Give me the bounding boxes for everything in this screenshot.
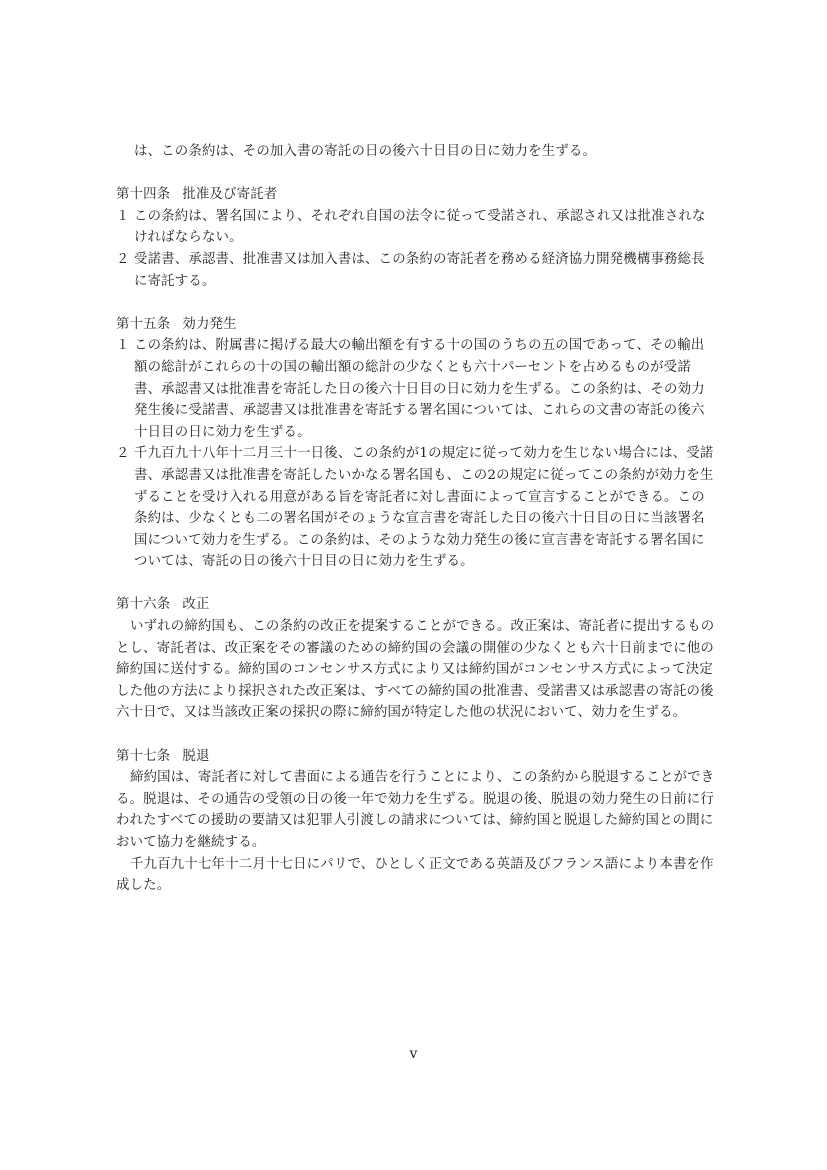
article-title: 脱退 (182, 748, 210, 764)
document-body (116, 141, 716, 897)
article-number: 第十五条 (116, 316, 171, 332)
article-heading (116, 594, 716, 616)
article-16 (116, 594, 716, 724)
article-number: 第十七条 (116, 748, 171, 764)
item-text: この条約は、署名国により、それぞれ自国の法令に従って受諾され、承認され又は批准されなければならない。 (134, 208, 706, 246)
article-item (116, 206, 716, 249)
article-item (116, 335, 716, 443)
spacer (116, 573, 716, 595)
article-heading (116, 184, 716, 206)
article-paragraph: いずれの締約国も、この条約の改正を提案することができる。改正案は、寄託者に提出するものとし、寄託者は、改正案をその審議のための締約国の会議の開催の少なくとも六十日前までに他の締約国に送付する。締約国のコンセンサス方式により又は締約国がコンセンサス方式によって決定した他の方法により採択された改正案は、すべての締約国の批准書、受諾書又は承認書の寄託の後六十日で、又は当該改正案の採択の際に締約国が特定した他の状況において、効力を生ずる。 (116, 619, 715, 721)
item-number: ２ (116, 446, 130, 462)
closing-paragraph: 千九百九十七年十二月十七日にパリで、ひとしく正文である英語及びフランス語により本書を作成した。 (116, 856, 714, 894)
item-text: 千九百九十八年十二月三十一日後、この条約が1の規定に従って効力を生じない場合には、受諾書、承認書又は批准書を寄託したいかなる署名国も、この2の規定に従ってこの条約が効力を生ずることを受け入れる用意がある旨を寄託者に対し書面によって宣言することができる。この条約は、少なくとも二の署名国がそのょうな宣言書を寄託した日の後六十日目の日に当該署名国について効力を生ずる。この条約は、そのような効力発生の後に宣言書を寄託する署名国については、寄託の日の後六十日目の日に効力を生ずる。 (134, 446, 714, 570)
article-item (116, 443, 716, 573)
article-title: 改正 (182, 597, 210, 613)
article-title: 批准及び寄託者 (182, 187, 278, 203)
article-heading (116, 314, 716, 336)
article-number: 第十六条 (116, 597, 171, 613)
article-15 (116, 314, 716, 573)
article-14 (116, 184, 716, 292)
article-item (116, 249, 716, 292)
spacer (116, 724, 716, 746)
spacer (116, 292, 716, 314)
article-number: 第十四条 (116, 187, 171, 203)
item-number: ２ (116, 251, 130, 267)
item-number: １ (116, 338, 130, 354)
spacer (116, 163, 716, 185)
item-text: 受諾書、承認書、批准書又は加入書は、この条約の寄託者を務める経済協力開発機構事務総長に寄託する。 (134, 251, 705, 289)
page-number: v (409, 1046, 418, 1062)
item-text: この条約は、附属書に掲げる最大の輸出額を有する十の国のうちの五の国であって、その輸出額の総計がこれらの十の国の輸出額の総計の少なくとも六十パーセントを占めるものが受諾書、承認書又は批准書を寄託した日の後六十日目の日に効力を生ずる。この条約は、その効力発生後に受諾書、承認書又は批准書を寄託する署名国については、これらの文書の寄託の後六十日目の日に効力を生ずる。 (134, 338, 705, 440)
item-number: １ (116, 208, 130, 224)
continuation-text: は、この条約は、その加入書の寄託の日の後六十日目の日に効力を生ずる。 (134, 144, 597, 159)
article-title: 効力発生 (182, 316, 237, 332)
article-heading (116, 746, 716, 768)
article-paragraph: 締約国は、寄託者に対して書面による通告を行うことにより、この条約から脱退することができる。脱退は、その通告の受領の日の後一年で効力を生ずる。脱退の後、脱退の効力発生の日前に行われたすべての援助の要請又は犯罪人引渡しの請求については、締約国と脱退した締約国との間において協力を継続する。 (116, 770, 715, 850)
article-17 (116, 746, 716, 897)
